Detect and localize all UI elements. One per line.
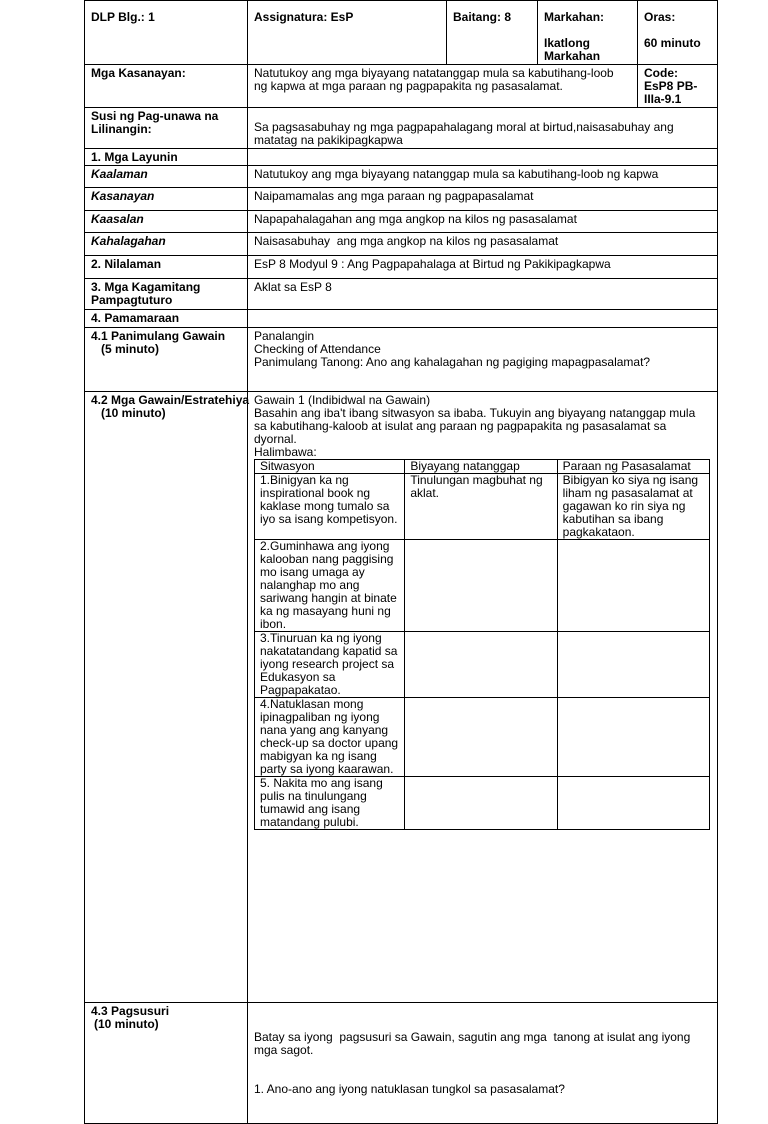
col-header-biyaya: Biyayang natanggap — [410, 459, 520, 473]
pamamaraan-row — [85, 310, 718, 328]
table-row — [255, 698, 710, 777]
code-value-line2: IIIa-9.1 — [644, 92, 682, 106]
panimula-line-3: Panimulang Tanong: Ano ang kahalagahan ng pagiging mapagpasalamat? — [254, 355, 651, 369]
pamamaraan-label: 4. Pamamaraan — [91, 311, 180, 325]
gawain-title: Gawain 1 (Indibidwal na Gawain) — [254, 393, 431, 407]
nilalaman-label: 2. Nilalaman — [91, 257, 162, 271]
gawain-row — [85, 392, 718, 1003]
table-row — [255, 632, 710, 698]
kasanayan-layunin-row — [85, 188, 718, 211]
lesson-plan-table — [84, 0, 718, 1124]
sitwasyon-cell: 1.Binigyan ka ng inspirational book ng kaklase mong tumalo sa iyo sa isang kompetisyon. — [260, 473, 398, 526]
kaalaman-row — [85, 166, 718, 188]
gawain-time: (10 minuto) — [101, 406, 166, 420]
kahalagahan-row — [85, 233, 718, 256]
kasanayan-text: Natutukoy ang mga biyayang natatanggap mula sa kabutihang-loob ng kapwa at mga paraan ng pagpapakita ng pasasalamat. — [254, 66, 614, 93]
sitwasyon-table — [254, 459, 710, 830]
markahan-value-line1: Ikatlong — [544, 36, 591, 50]
pagsusuri-time: (10 minuto) — [94, 1017, 159, 1031]
panimula-time: (5 minuto) — [101, 342, 159, 356]
sitwasyon-cell: 5. Nakita mo ang isang pulis na tinulungang tumawid ang isang matandang pulubi. — [260, 776, 383, 829]
susi-label: Susi ng Pag-unawa na Lilinangin: — [91, 109, 219, 136]
table-row — [255, 777, 710, 830]
kasanayan-objective-text: Naipamamalas ang mga paraan ng pagpapasalamat — [254, 189, 534, 203]
pagsusuri-question-1: 1. Ano-ano ang iyong natuklasan tungkol sa pasasalamat? — [254, 1082, 565, 1096]
kasanayan-label: Mga Kasanayan: — [91, 66, 186, 80]
panimula-row — [85, 328, 718, 392]
gawain-instructions: Basahin ang iba't ibang sitwasyon sa ibaba. Tukuyin ang biyayang natanggap mula sa kabutihang-kaloob at isulat ang paraan ng pagpapakita ng pasasalamat sa dyornal. — [254, 406, 696, 446]
kasanayan-row — [85, 65, 718, 108]
kaasalan-text: Napapahalagahan ang mga angkop na kilos ng pasasalamat — [254, 212, 577, 226]
kagamitan-label: 3. Mga Kagamitang Pampagtuturo — [91, 280, 201, 307]
header-row — [85, 1, 718, 65]
layunin-row — [85, 149, 718, 166]
kagamitan-text: Aklat sa EsP 8 — [254, 280, 332, 294]
biyaya-cell: Tinulungan magbuhat ng aklat. — [410, 473, 543, 500]
markahan-value-line2: Markahan — [544, 49, 601, 63]
gawain-label: 4.2 Mga Gawain/Estratehiya — [91, 393, 250, 407]
code-label: Code: — [644, 66, 678, 80]
oras-value: 60 minuto — [644, 36, 701, 50]
panimula-line-1: Panalangin — [254, 329, 315, 343]
kaasalan-row — [85, 211, 718, 233]
paraan-cell: Bibigyan ko siya ng isang liham ng pasasalamat at gagawan ko rin siya ng kabutihan sa ibang pagkakataon. — [562, 473, 699, 539]
code-value-line1: EsP8 PB- — [644, 79, 698, 93]
panimula-label: 4.1 Panimulang Gawain — [91, 329, 226, 343]
baitang: Baitang: 8 — [453, 10, 512, 24]
markahan-label: Markahan: — [544, 10, 605, 24]
col-header-sitwasyon: Sitwasyon — [260, 459, 315, 473]
sitwasyon-table-header — [255, 460, 710, 474]
kasanayan-objective-label: Kasanayan — [91, 189, 155, 203]
halimbawa-label: Halimbawa: — [254, 445, 317, 459]
sitwasyon-cell: 2.Guminhawa ang iyong kalooban nang paggising mo isang umaga ay nalanghap mo ang sariwang hangin at binate ka ng masayang huni ng ibon. — [260, 539, 397, 631]
assignatura: Assignatura: EsP — [254, 10, 354, 24]
kaalaman-label: Kaalaman — [91, 167, 148, 181]
pagsusuri-row — [85, 1003, 718, 1124]
dlp-number: DLP Blg.: 1 — [91, 10, 155, 24]
panimula-line-2: Checking of Attendance — [254, 342, 381, 356]
nilalaman-row — [85, 256, 718, 279]
kahalagahan-label: Kahalagahan — [91, 234, 166, 248]
kaasalan-label: Kaasalan — [91, 212, 144, 226]
kagamitan-row — [85, 279, 718, 310]
col-header-paraan: Paraan ng Pasasalamat — [562, 459, 691, 473]
oras-label: Oras: — [644, 10, 676, 24]
layunin-label: 1. Mga Layunin — [91, 150, 178, 164]
sitwasyon-cell: 3.Tinuruan ka ng iyong nakatatandang kapatid sa iyong research project sa Edukasyon sa Pagpapakatao. — [260, 631, 398, 697]
sitwasyon-cell: 4.Natuklasan mong ipinagpaliban ng iyong nana yang ang kanyang check-up sa doctor upang mabigyan ka ng isang party sa iyong kaarawan. — [260, 697, 399, 776]
table-row — [255, 540, 710, 632]
kaalaman-text: Natutukoy ang mga biyayang natanggap mula sa kabutihang-loob ng kapwa — [254, 167, 659, 181]
susi-text: Sa pagsasabuhay ng mga pagpapahalagang moral at birtud,naisasabuhay ang matatag na pakikipagkapwa — [254, 120, 674, 147]
susi-row — [85, 108, 718, 149]
pagsusuri-text: Batay sa iyong pagsusuri sa Gawain, sagutin ang mga tanong at isulat ang iyong mga sagot. — [254, 1030, 697, 1057]
pagsusuri-label: 4.3 Pagsusuri — [91, 1004, 170, 1018]
kahalagahan-text: Naisasabuhay ang mga angkop na kilos ng pasasalamat — [254, 234, 559, 248]
nilalaman-text: EsP 8 Modyul 9 : Ang Pagpapahalaga at Birtud ng Pakikipagkapwa — [254, 257, 611, 271]
table-row — [255, 474, 710, 540]
